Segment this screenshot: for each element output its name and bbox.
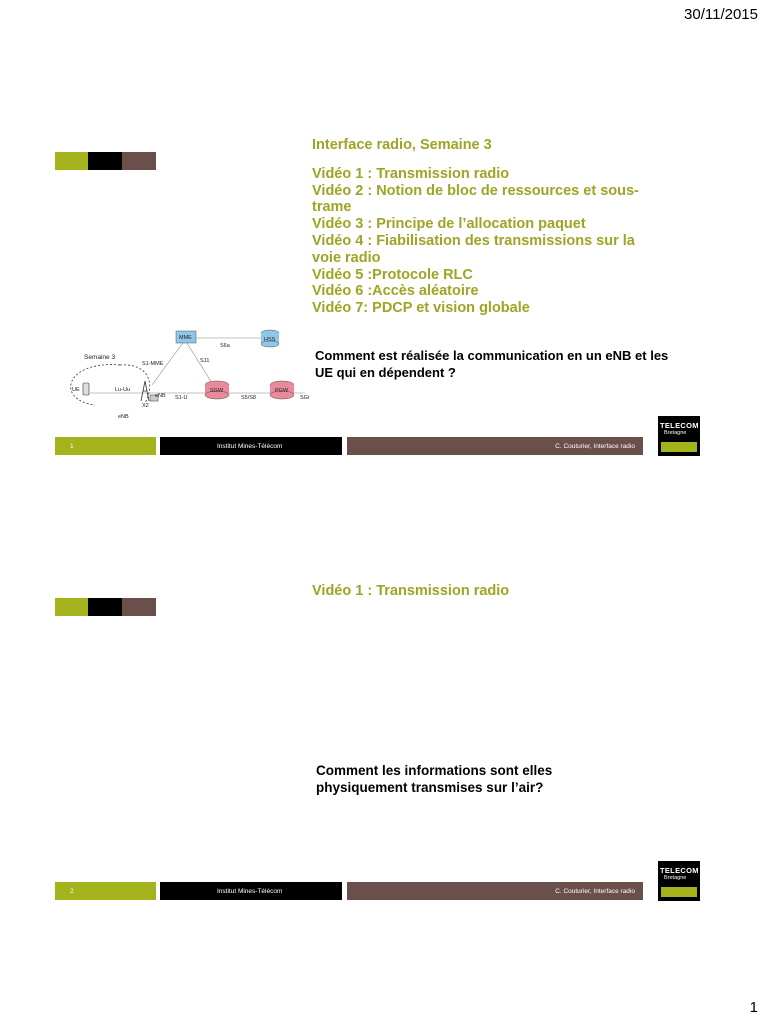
label-semaine: Semaine 3 <box>84 354 116 361</box>
label-enb: eNB <box>118 414 129 420</box>
page-number: 1 <box>749 999 758 1016</box>
label-mme: MME <box>179 335 192 341</box>
slide-2 <box>0 446 768 895</box>
label-luu: Lu-Uu <box>115 387 130 393</box>
footer-page-number: 1 <box>55 437 156 455</box>
label-s1mme: S1-MME <box>142 361 164 367</box>
label-hss: HSS <box>264 337 276 343</box>
lte-architecture-diagram <box>60 325 315 425</box>
dashed-boundary <box>71 365 120 405</box>
header-bar-olive <box>55 152 88 170</box>
video-item: Vidéo 6 :Accès aléatoire <box>312 283 479 300</box>
enb-tower-icon <box>141 381 149 401</box>
label-s1u: S1-U <box>175 395 188 401</box>
header-bar-brown <box>122 152 156 170</box>
label-sgi: SGi <box>300 395 310 401</box>
video-item: Vidéo 2 : Notion de bloc de ressources et sous-trame <box>312 182 639 216</box>
label-s6a: S6a <box>220 343 230 349</box>
video-item: Vidéo 3 : Principe de l’allocation paquet <box>312 216 586 233</box>
print-date: 30/11/2015 <box>684 6 758 23</box>
video-item: Vidéo 7: PDCP et vision globale <box>312 300 530 317</box>
label-ue: UE <box>72 387 80 393</box>
footer-author: C. Couturier, Interface radio <box>347 437 643 455</box>
label-x2: X2 <box>142 403 149 409</box>
header-bar-brown <box>122 598 156 616</box>
footer-institute: Institut Mines-Télécom <box>160 437 342 455</box>
label-sgw: SGW <box>210 388 224 394</box>
footer-author: C. Couturier, Interface radio <box>347 882 643 900</box>
label-enb-small: eNB <box>155 393 166 399</box>
video-item: Vidéo 1 : Transmission radio <box>312 165 510 182</box>
header-bar-olive <box>55 598 88 616</box>
telecom-bretagne-logo: TELECOM Bretagne <box>658 416 700 456</box>
slide-title: Interface radio, Semaine 3 <box>312 137 492 153</box>
footer-page-number: 2 <box>55 882 156 900</box>
label-pgw: PGW <box>275 388 289 394</box>
header-bar-black <box>88 152 122 170</box>
label-s11: S11 <box>200 358 210 364</box>
slide-1-content <box>312 137 662 317</box>
video-item: Vidéo 5 :Protocole RLC <box>312 266 473 283</box>
footer-institute: Institut Mines-Télécom <box>160 882 342 900</box>
slide-question: Comment est réalisée la communication en un eNB et les UE qui en dépendent ? <box>315 348 669 380</box>
label-s5s8: S5/S8 <box>241 395 256 401</box>
header-bar-black <box>88 598 122 616</box>
ue-phone-icon <box>83 383 89 395</box>
video-item: Vidéo 4 : Fiabilisation des transmissions sur la voie radio <box>312 232 635 266</box>
slide-question: Comment les informations sont elles physiquement transmises sur l’air? <box>316 763 553 795</box>
slide-1 <box>0 0 768 450</box>
telecom-bretagne-logo: TELECOM Bretagne <box>658 861 700 901</box>
slide-title: Vidéo 1 : Transmission radio <box>312 583 510 599</box>
